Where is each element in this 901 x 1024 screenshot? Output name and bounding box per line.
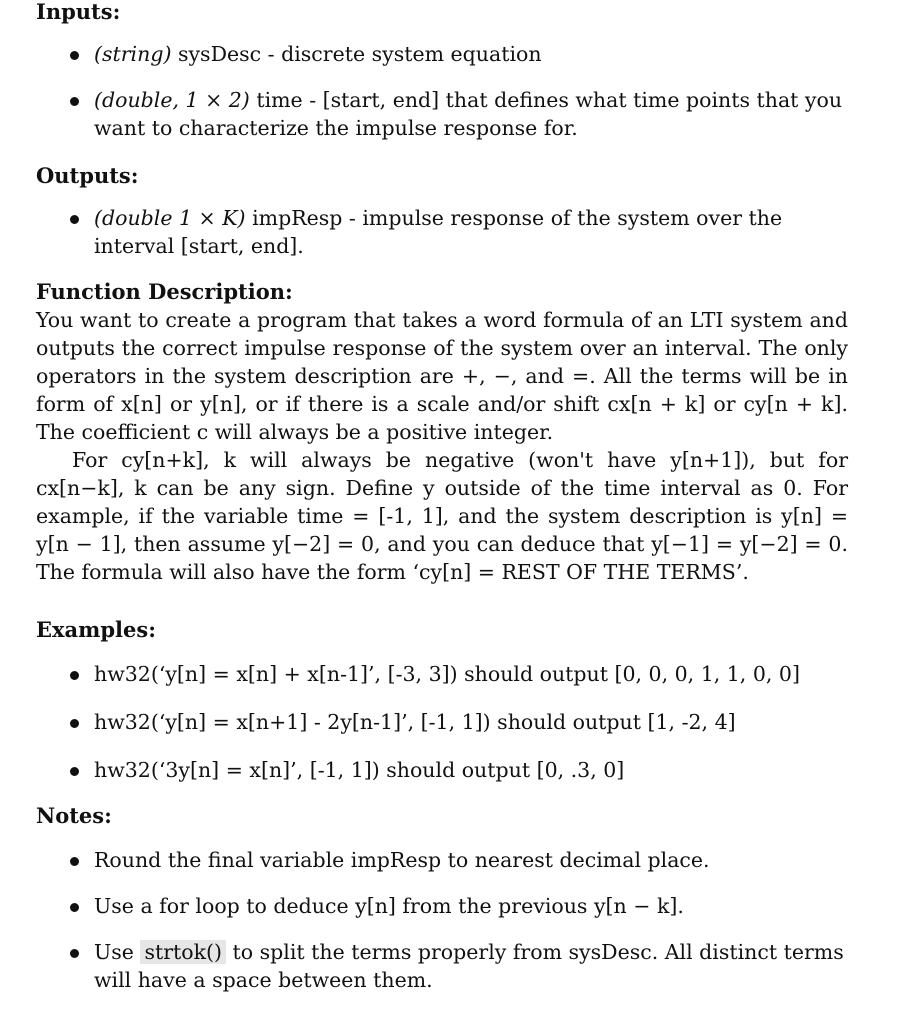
- param-text: impResp - impulse response of the system over the interval [start, end].: [94, 206, 783, 258]
- outputs-heading: Outputs:: [36, 163, 139, 188]
- example-text: hw32(‘y[n] = x[n+1] - 2y[n-1]’, [-1, 1]) should output [1, -2, 4]: [94, 710, 736, 734]
- note-text: Use: [94, 940, 141, 964]
- list-item: [36, 938, 848, 994]
- list-item: [36, 660, 848, 688]
- examples-heading: Examples:: [36, 617, 156, 642]
- description-paragraph-1: You want to create a program that takes a word formula of an LTI system and outputs the correct impulse response of the system over an interval. The only operators in the system description are +, −, and =. All the terms will be in form of x[n] or y[n], or if there is a scale and/or shift cx[n + k] or cy[n + k]. The coefficient c will always be a positive integer.: [36, 308, 848, 444]
- outputs-list: [36, 204, 848, 260]
- example-text: hw32(‘y[n] = x[n] + x[n-1]’, [-3, 3]) should output [0, 0, 0, 1, 1, 0, 0]: [94, 662, 800, 686]
- bullet-icon: [70, 857, 79, 866]
- list-item: [36, 756, 848, 784]
- note-text: Use a for loop to deduce y[n] from the previous y[n − k].: [94, 894, 684, 918]
- document: [36, 0, 848, 994]
- list-item: [36, 892, 848, 920]
- example-text: hw32(‘3y[n] = x[n]’, [-1, 1]) should output [0, .3, 0]: [94, 758, 625, 782]
- list-item: [36, 846, 848, 874]
- param-type: (string): [94, 42, 172, 66]
- bullet-icon: [70, 719, 79, 728]
- inputs-list: [36, 40, 848, 142]
- param-text: time - [start, end] that defines what time points that you want to characterize the impulse response for.: [94, 88, 843, 140]
- notes-heading: Notes:: [36, 803, 112, 828]
- list-item: [36, 86, 848, 142]
- bullet-icon: [70, 671, 79, 680]
- note-text: to split the terms properly from sysDesc. All distinct terms will have a space between them.: [94, 940, 844, 992]
- code-snippet: strtok(): [140, 940, 226, 964]
- param-text: sysDesc - discrete system equation: [171, 42, 542, 66]
- list-item: [36, 204, 848, 260]
- examples-list: [36, 660, 848, 784]
- description-paragraph-2: For cy[n+k], k will always be negative (won't have y[n+1]), but for cx[n−k], k can be any sign. Define y outside of the time interval as 0. For example, if the variable time = [-1, 1], and the system description is y[n] = y[n − 1], then assume y[−2] = 0, and you can deduce that y[−1] = y[−2] = 0. The formula will also have the form ‘cy[n] = REST OF THE TERMS’.: [36, 448, 848, 584]
- bullet-icon: [70, 51, 79, 60]
- description-heading: Function Description:: [36, 279, 293, 304]
- param-type: (double 1 × K): [94, 206, 246, 230]
- note-text: Round the final variable impResp to nearest decimal place.: [94, 848, 710, 872]
- bullet-icon: [70, 97, 79, 106]
- bullet-icon: [70, 215, 79, 224]
- bullet-icon: [70, 949, 79, 958]
- inputs-heading: Inputs:: [36, 0, 121, 24]
- param-type: (double, 1 × 2): [94, 88, 250, 112]
- bullet-icon: [70, 767, 79, 776]
- list-item: [36, 40, 848, 68]
- bullet-icon: [70, 903, 79, 912]
- notes-list: [36, 846, 848, 994]
- list-item: [36, 708, 848, 736]
